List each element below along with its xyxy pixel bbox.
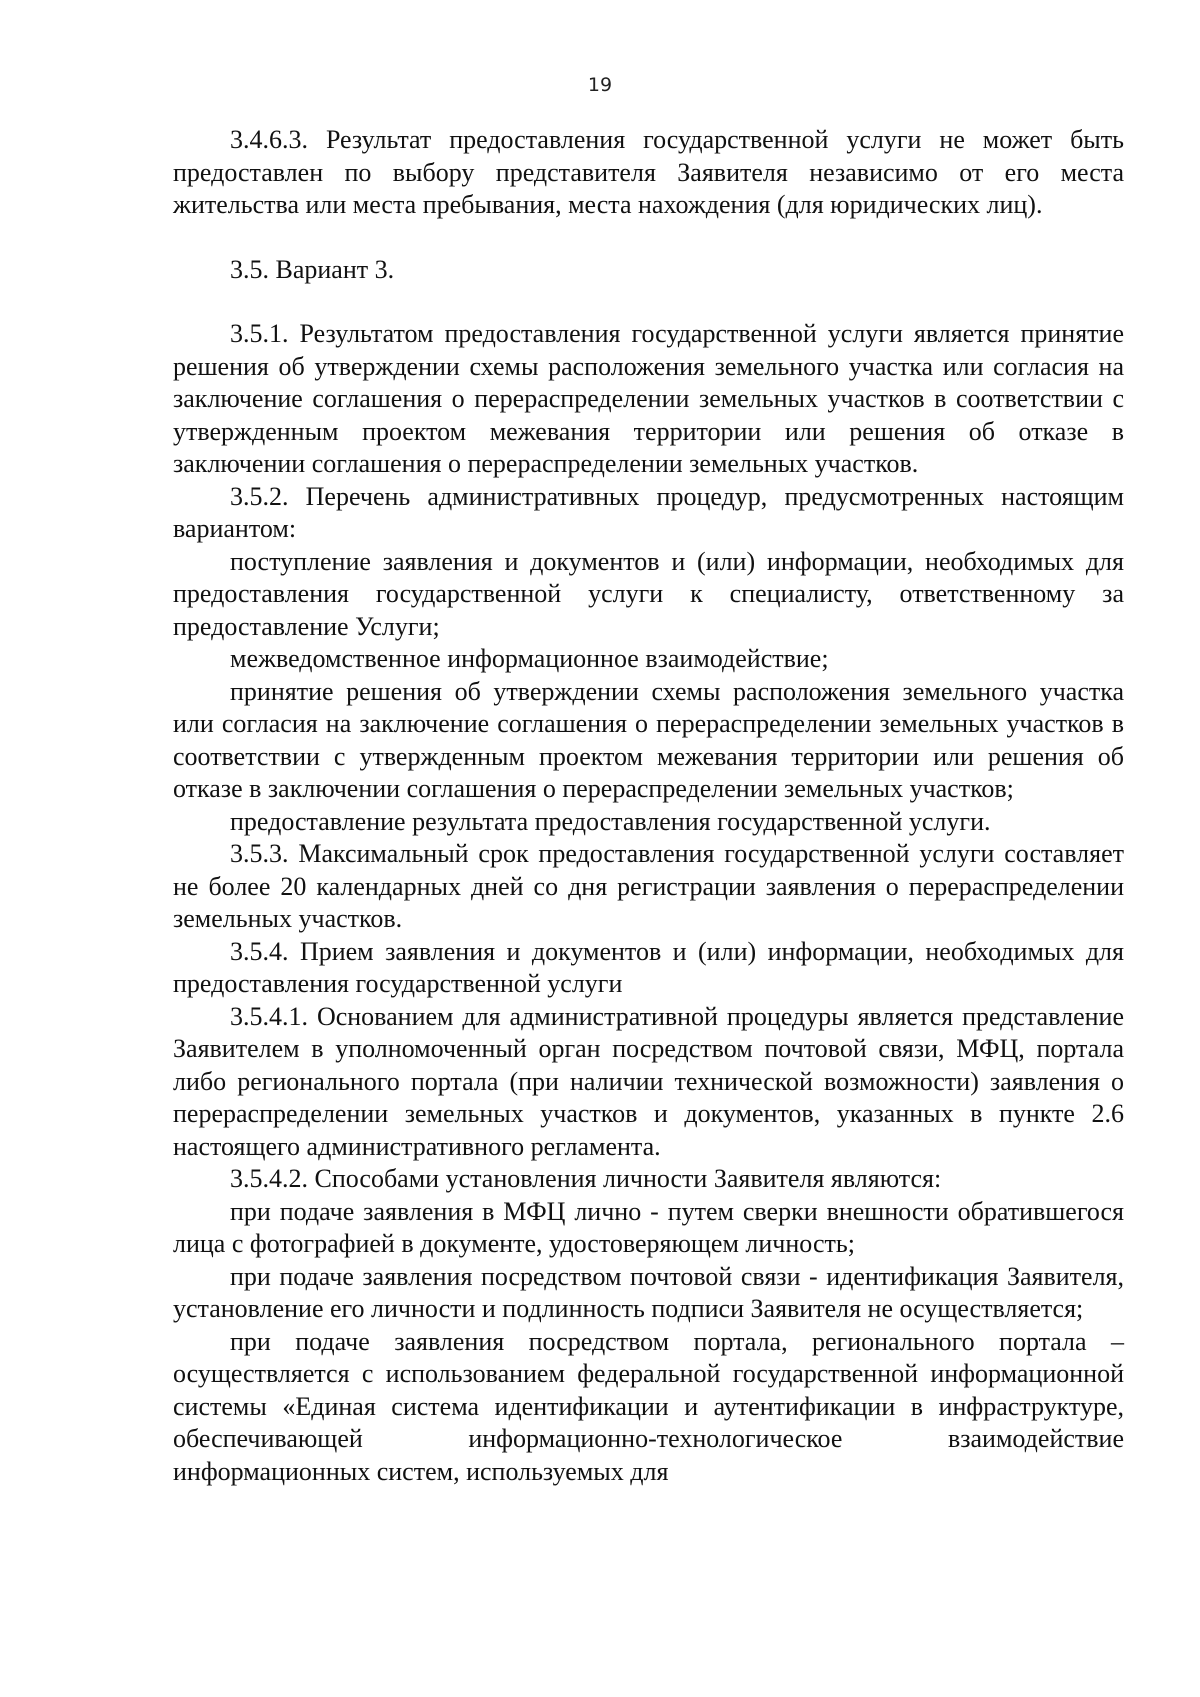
paragraph-3-5-1: 3.5.1. Результатом предоставления государственной услуги является принятие решения об утверждении схемы расположения земельного участка или согласия на заключение соглашения о перераспределении земельных участков в соответствии с утвержденным проектом межевания территории или решения об отказе в заключении соглашения о перераспределении земельных участков. [173,319,1124,478]
list-item: межведомственное информационное взаимодействие; [230,644,829,673]
paragraph-3-5-4-1: 3.5.4.1. Основанием для административной процедуры является представление Заявителем в уполномоченный орган посредством почтовой связи, МФЦ, портала либо регионального портала (при наличии технической возможности) заявления о перераспределении земельных участков и документов, указанных в пункте 2.6 настоящего административного регламента. [173,1001,1124,1161]
list-item: поступление заявления и документов и (или) информации, необходимых для предоставления государственной услуги к специалисту, ответственному за предоставление Услуги; [173,546,1124,641]
list-item: принятие решения об утверждении схемы расположения земельного участка или согласия на заключение соглашения о перераспределении земельных участков в соответствии с утвержденным проектом межевания территории или решения об отказе в заключении соглашения о перераспределении земельных участков; [173,676,1124,803]
list-item: при подаче заявления в МФЦ лично - путем сверки внешности обратившегося лица с фотографией в документе, удостоверяющем личность; [173,1196,1124,1258]
section-heading-3-5: 3.5. Вариант 3. [230,254,395,284]
list-item: предоставление результата предоставления государственной услуги. [230,806,991,836]
paragraph-3-4-6-3: 3.4.6.3. Результат предоставления государственной услуги не может быть предоставлен по выбору представителя Заявителя независимо от его места жительства или места пребывания, места нахождения (для юридических лиц). [173,125,1124,219]
list-item: при подаче заявления посредством портала, регионального портала – осуществляется с использованием федеральной государственной информационной системы «Единая система идентификации и аутентификации в инфраструктуре, обеспечивающей информационно-технологическое взаимодействие информационных систем, используемых для [173,1326,1124,1486]
paragraph-3-5-2: 3.5.2. Перечень административных процедур, предусмотренных настоящим вариантом: [173,481,1124,543]
list-item: при подаче заявления посредством почтовой связи - идентификация Заявителя, установление его личности и подлинность подписи Заявителя не осуществляется; [173,1261,1124,1323]
paragraph-3-5-4: 3.5.4. Прием заявления и документов и (или) информации, необходимых для предоставления государственной услуги [173,936,1124,998]
page-number: 19 [587,74,613,96]
document-body [173,124,1124,1488]
paragraph-3-5-3: 3.5.3. Максимальный срок предоставления государственной услуги составляет не более 20 календарных дней со дня регистрации заявления о перераспределении земельных участков. [173,839,1124,933]
paragraph-3-5-4-2: 3.5.4.2. Способами установления личности Заявителя являются: [230,1164,942,1193]
